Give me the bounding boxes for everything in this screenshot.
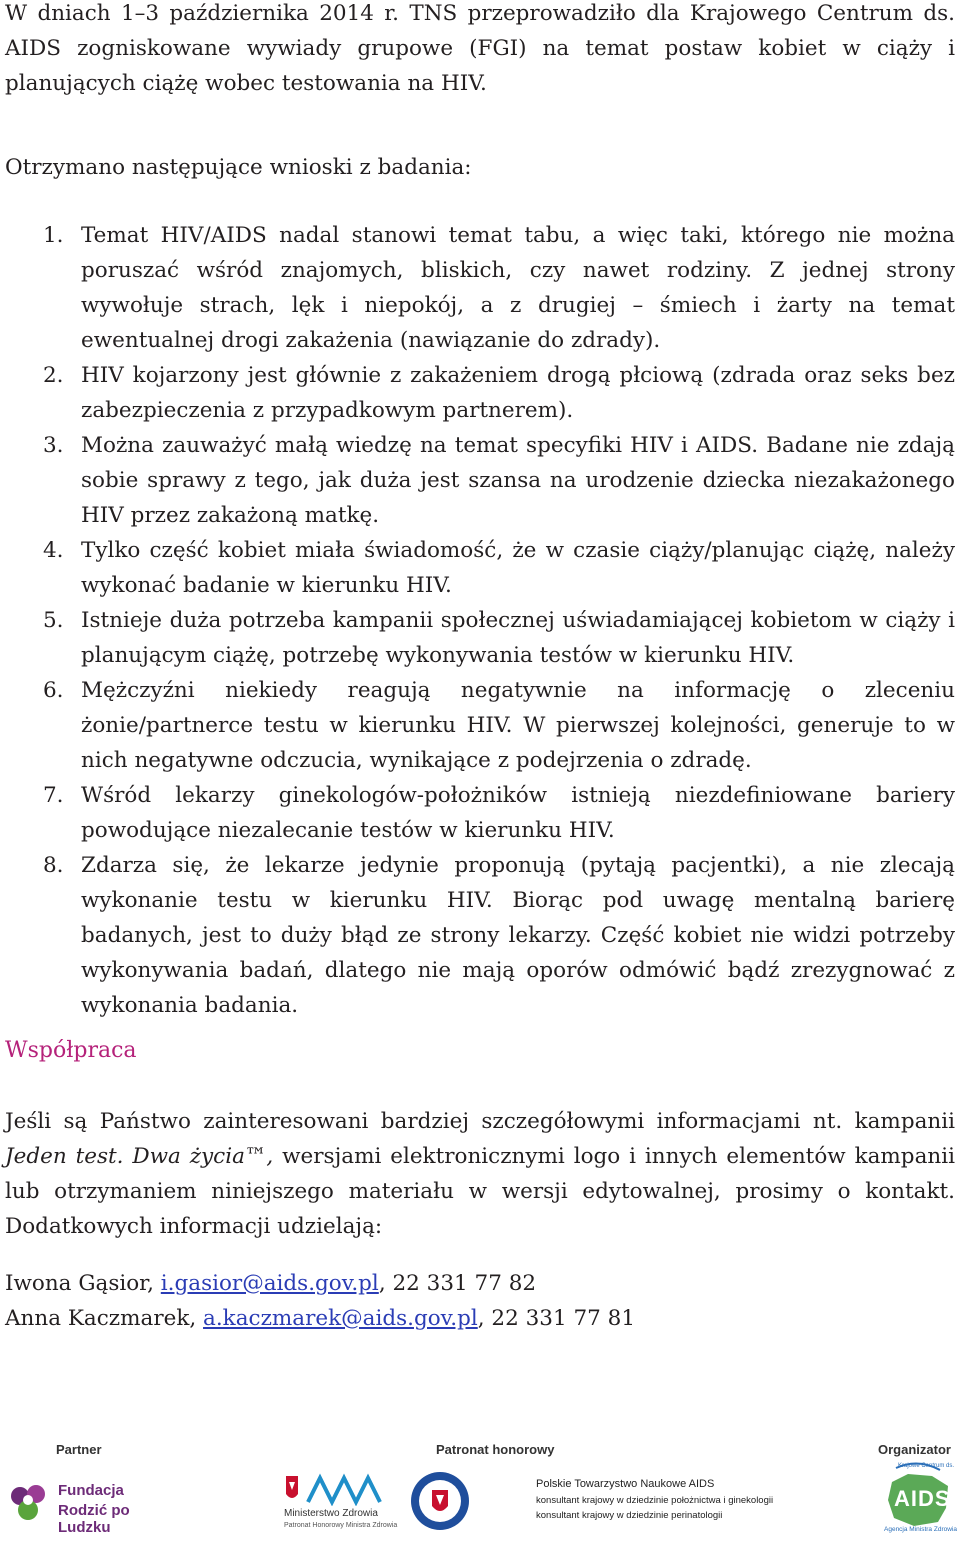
list-item-number: 6.: [43, 678, 64, 703]
list-item-text: Można zauważyć małą wiedzę na temat specyfiki HIV i AIDS. Badane nie zdają sobie sprawy z tego, jak duża jest szansa na urodzenie dziecka niezakażonego HIV przez zakażoną matkę.: [81, 433, 955, 528]
list-item: [5, 218, 955, 358]
sponsors-footer: [0, 1438, 960, 1540]
list-item-number: 1.: [43, 223, 64, 248]
list-item-text: Mężczyźni niekiedy reagują negatywnie na informację o zleceniu żonie/partnerce testu w kierunku HIV. W pierwszej kolejności, generuje to w nich negatywne odczucia, wynikające z podejrzenia o zdradę.: [81, 678, 955, 773]
ptn-aids-block: [536, 1478, 846, 1536]
contact-name: Anna Kaczmarek,: [5, 1306, 204, 1331]
ministry-name: Ministerstwo Zdrowia: [284, 1508, 378, 1519]
cooperation-paragraph: [5, 1104, 955, 1244]
ptn-aids-name: Polskie Towarzystwo Naukowe AIDS: [536, 1478, 715, 1490]
partner-logo: [6, 1478, 186, 1536]
list-item: [5, 533, 955, 603]
organizer-top-text: Krajowe Centrum ds.: [898, 1463, 955, 1469]
contact-name: Iwona Gąsior,: [5, 1271, 161, 1296]
organizer-label: Organizator: [878, 1442, 951, 1457]
seal-emblem-icon: [410, 1468, 470, 1534]
list-item-number: 7.: [43, 783, 64, 808]
intro-paragraph: W dniach 1–3 października 2014 r. TNS przeprowadziło dla Krajowego Centrum ds. AIDS zogniskowane wywiady grupowe (FGI) na temat postaw kobiet w ciąży i planujących ciążę wobec testowania na HIV.: [5, 1, 955, 96]
list-item-number: 8.: [43, 853, 64, 878]
ministry-logo: [280, 1472, 400, 1536]
consultant-obstetrics: konsultant krajowy w dziedzinie położnictwa i ginekologii: [536, 1495, 774, 1506]
list-item: [5, 358, 955, 428]
list-item-number: 5.: [43, 608, 64, 633]
contact-row: [5, 1266, 635, 1301]
organizer-subtitle: Agencja Ministra Zdrowia: [884, 1526, 957, 1533]
partner-label: Partner: [56, 1442, 102, 1457]
contact-email-link[interactable]: i.gasior@aids.gov.pl: [160, 1271, 379, 1296]
partner-logo-line2: Rodzić po Ludzku: [58, 1502, 130, 1536]
list-item: [5, 848, 955, 1023]
organizer-logo: [878, 1460, 958, 1538]
list-item-text: Temat HIV/AIDS nadal stanowi temat tabu, a więc taki, którego nie można poruszać wśród znajomych, bliskich, czy nawet rodziny. Z jednej strony wywołuje strach, lęk i niepokój, a z drugiej – śmiech i żarty na temat ewentualnej drogi zakażenia (nawiązanie do zdrady).: [81, 223, 955, 353]
contact-email-link[interactable]: a.kaczmarek@aids.gov.pl: [203, 1306, 478, 1331]
contact-list: [5, 1266, 635, 1336]
list-item: [5, 428, 955, 533]
cooperation-heading: Współpraca: [5, 1038, 137, 1063]
list-item: [5, 673, 955, 778]
contact-row: [5, 1301, 635, 1336]
cooperation-text-after: wersjami elektronicznymi logo i innych elementów kampanii lub otrzymaniem niniejszego materiału w wersji edytowalnej, prosimy o kontakt. Dodatkowych informacji udzielają:: [5, 1144, 955, 1239]
list-item-number: 4.: [43, 538, 64, 563]
ministry-subtitle: Patronat Honorowy Ministra Zdrowia: [284, 1522, 398, 1529]
list-item-number: 3.: [43, 433, 64, 458]
list-item-text: Wśród lekarzy ginekologów-położników istnieją niezdefiniowane bariery powodujące niezalecanie testów w kierunku HIV.: [81, 783, 955, 843]
cooperation-text-before: Jeśli są Państwo zainteresowani bardziej szczegółowymi informacjami nt. kampanii: [5, 1109, 955, 1134]
consultant-perinatology: konsultant krajowy w dziedzinie perinatologii: [536, 1510, 723, 1521]
contact-phone: , 22 331 77 82: [378, 1271, 537, 1296]
ministry-emblem-icon: [280, 1472, 390, 1506]
list-item-text: HIV kojarzony jest głównie z zakażeniem drogą płciową (zdrada oraz seks bez zabezpieczenia z przypadkowym partnerem).: [81, 363, 955, 423]
campaign-name: Jeden test. Dwa życia™,: [5, 1144, 274, 1169]
flower-icon: [6, 1480, 52, 1526]
patron-label: Patronat honorowy: [436, 1442, 555, 1457]
findings-intro: Otrzymano następujące wnioski z badania:: [5, 155, 472, 180]
list-item-text: Tylko część kobiet miała świadomość, że w czasie ciąży/planując ciążę, należy wykonać badanie w kierunku HIV.: [81, 538, 955, 598]
list-item: [5, 778, 955, 848]
findings-list: [5, 218, 955, 1023]
list-item-number: 2.: [43, 363, 64, 388]
organizer-logo-text: AIDS: [894, 1486, 951, 1511]
contact-phone: , 22 331 77 81: [477, 1306, 636, 1331]
list-item: [5, 603, 955, 673]
partner-logo-line1: Fundacja: [58, 1482, 124, 1499]
sanitary-inspection-seal: [410, 1468, 470, 1534]
list-item-text: Istnieje duża potrzeba kampanii społecznej uświadamiającej kobietom w ciąży i planującym ciążę, potrzebę wykonywania testów w kierunku HIV.: [81, 608, 955, 668]
list-item-text: Zdarza się, że lekarze jedynie proponują (pytają pacjentki), a nie zlecają wykonanie testu w kierunku HIV. Biorąc pod uwagę mentalną barierę badanych, jest to duży błąd ze strony lekarzy. Część kobiet nie widzi potrzeby wykonywania badań, dlatego nie mają oporów odmówić bądź zrezygnować z wykonania badania.: [81, 853, 955, 1018]
